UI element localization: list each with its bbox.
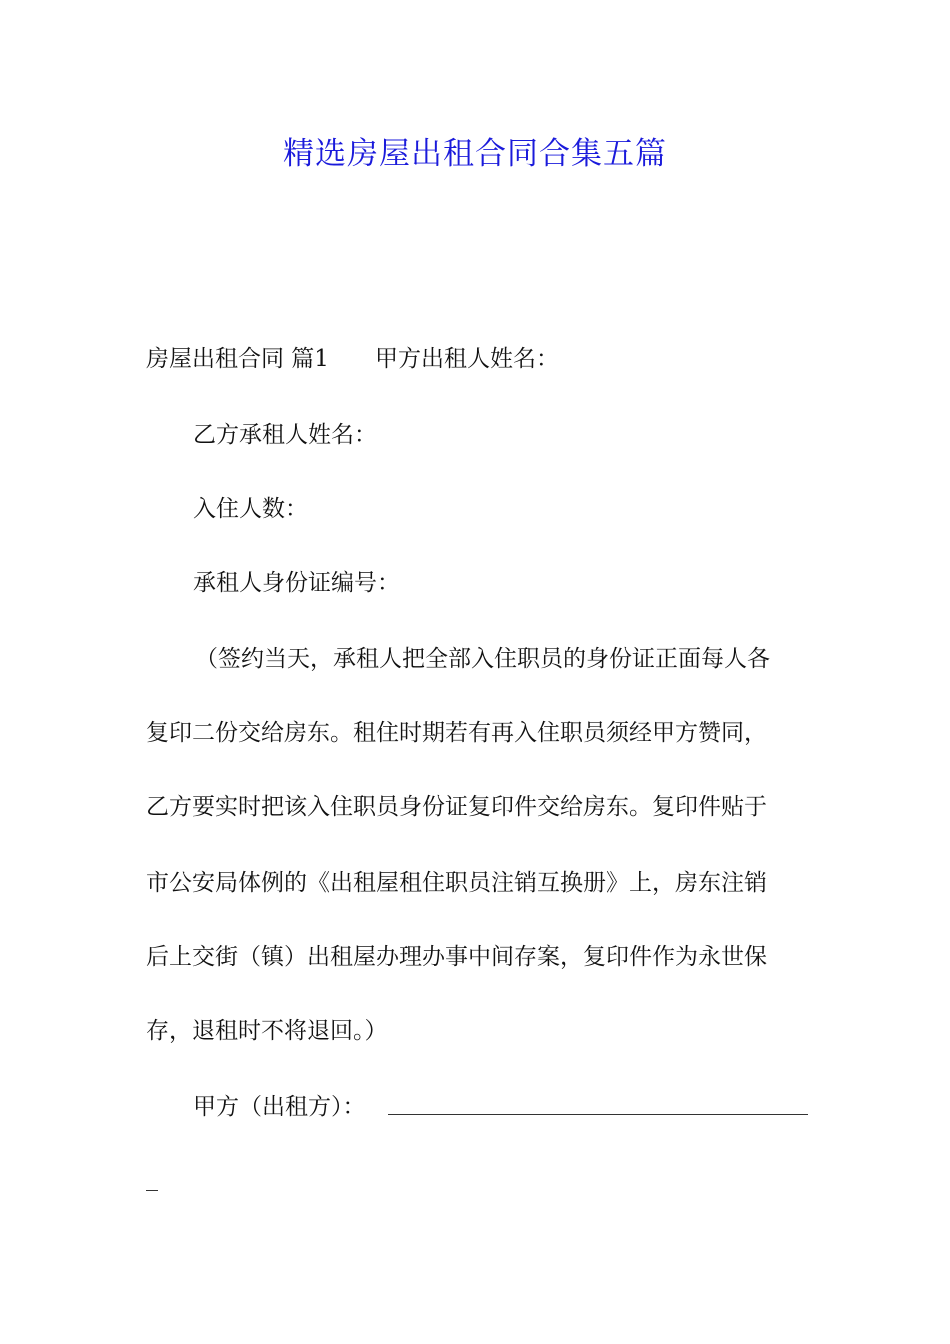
signature-blank-continuation (146, 1190, 158, 1191)
id-number-label: 承租人身份证编号： (193, 570, 400, 596)
paragraph-line: 市公安局体例的《出租屋租住职员注销互换册》上，房东注销 (146, 870, 767, 896)
paragraph-line: 存，退租时不将退回。） (146, 1018, 388, 1044)
party-a-signature-blank (388, 1114, 808, 1115)
contract-header-line (146, 344, 559, 374)
occupants-label: 入住人数： (193, 496, 308, 522)
document-title: 精选房屋出租合同合集五篇 (283, 136, 667, 172)
party-a-label: 甲方（出租方）： (193, 1094, 366, 1120)
lessee-name-label: 乙方承租人姓名： (193, 422, 377, 448)
contract-part-heading: 房屋出租合同 篇1 (146, 346, 329, 372)
paragraph-line: 后上交街（镇）出租屋办理办事中间存案，复印件作为永世保 (146, 944, 767, 970)
paragraph-line: 乙方要实时把该入住职员身份证复印件交给房东。复印件贴于 (146, 794, 767, 820)
lessor-name-label: 甲方出租人姓名： (374, 346, 559, 372)
paragraph-line: （签约当天，承租人把全部入住职员的身份证正面每人各 (195, 646, 770, 672)
paragraph-line: 复印二份交给房东。租住时期若有再入住职员须经甲方赞同， (146, 720, 767, 746)
